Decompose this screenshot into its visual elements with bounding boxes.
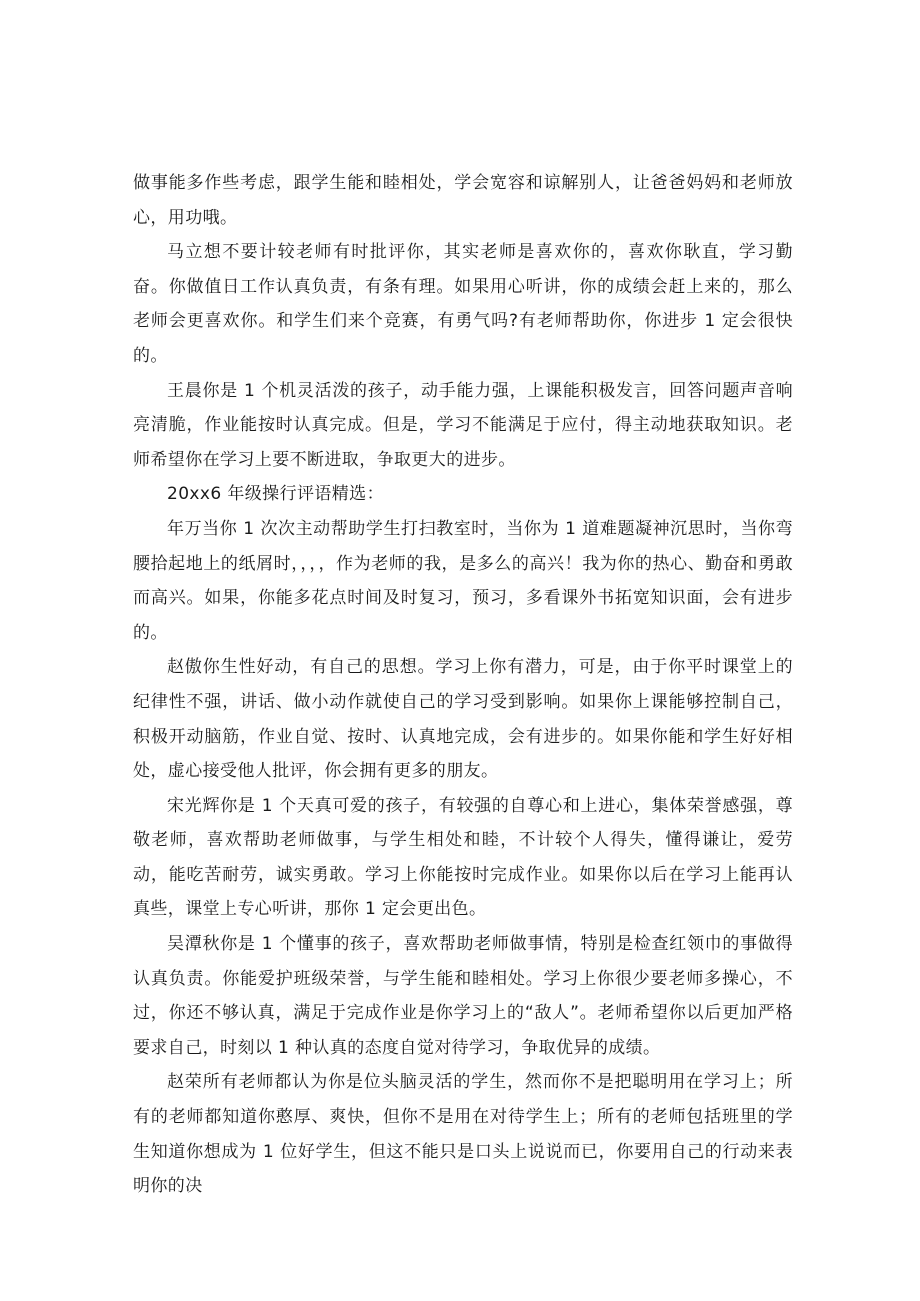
comment-paragraph-song-guanghui: 宋光辉你是 1 个天真可爱的孩子，有较强的自尊心和上进心，集体荣誉感强，尊敬老师，喜欢帮助老师做事，与学生相处和睦，不计较个人得失，懂得谦让，爱劳动，能吃苦耐劳，诚实勇敢。学习上你能按时完成作业。如果你以后在学习上能再认真些，课堂上专心听讲，那你 1 定会更出色。 bbox=[133, 795, 793, 920]
comment-paragraph-wu-tanqiu: 吴潭秋你是 1 个懂事的孩子，喜欢帮助老师做事情，特别是检查红领巾的事做得认真负责。你能爱护班级荣誉，与学生能和睦相处。学习上你很少要老师多操心，不过，你还不够认真，满足于完成作业是你学习上的“敌人”。老师希望你以后更加严格要求自己，时刻以 1 种认真的态度自觉对待学习，争取优异的成绩。 bbox=[133, 934, 793, 1058]
section-heading: 20xx6 年级操行评语精选： bbox=[167, 484, 384, 505]
comment-paragraph-wang-chen: 王晨你是 1 个机灵活泼的孩子，动手能力强，上课能积极发言，回答问题声音响亮清脆，作业能按时认真完成。但是，学习不能满足于应付，得主动地获取知识。老师希望你在学习上要不断进取，争取更大的进步。 bbox=[133, 380, 793, 470]
comment-paragraph-zhao-rong: 赵荣所有老师都认为你是位头脑灵活的学生，然而你不是把聪明用在学习上；所有的老师都知道你憨厚、爽快，但你不是用在对待学生上；所有的老师包括班里的学生知道你想成为 1 位好学生，但这不能只是口头上说说而已，你要用自己的行动来表明你的决 bbox=[133, 1072, 793, 1197]
document-body bbox=[133, 166, 793, 1204]
comment-paragraph-ma-li: 马立想不要计较老师有时批评你，其实老师是喜欢你的，喜欢你耿直，学习勤奋。你做值日工作认真负责，有条有理。如果用心听讲，你的成绩会赶上来的，那么老师会更喜欢你。和学生们来个竞赛，有勇气吗?有老师帮助你，你进步 1 定会很快的。 bbox=[133, 242, 793, 366]
comment-paragraph-zhao-ao: 赵傲你生性好动，有自己的思想。学习上你有潜力，可是，由于你平时课堂上的纪律性不强，讲话、做小动作就使自己的学习受到影响。如果你上课能够控制自己，积极开动脑筋，作业自觉、按时、认真地完成，会有进步的。如果你能和学生好好相处，虚心接受他人批评，你会拥有更多的朋友。 bbox=[133, 657, 793, 782]
paragraph-continuation: 做事能多作些考虑，跟学生能和睦相处，学会宽容和谅解别人，让爸爸妈妈和老师放心，用功哦。 bbox=[133, 173, 793, 228]
comment-paragraph-nian-wan: 年万当你 1 次次主动帮助学生打扫教室时，当你为 1 道难题凝神沉思时，当你弯腰拾起地上的纸屑时，，，，作为老师的我，是多么的高兴！我为你的热心、勤奋和勇敢而高兴。如果，你能多花点时间及时复习，预习，多看课外书拓宽知识面，会有进步的。 bbox=[133, 518, 793, 643]
